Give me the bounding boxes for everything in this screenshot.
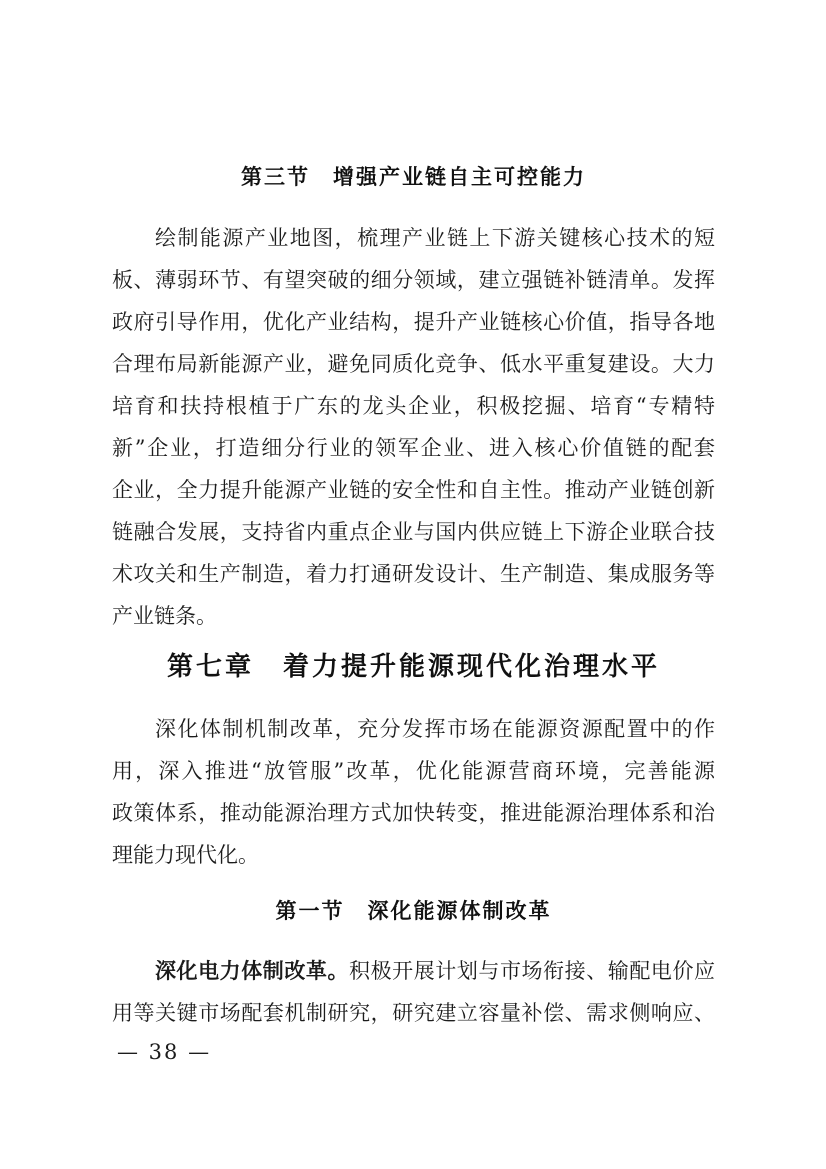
body-text: 用，深入推进“放管服”改革，优化能源营商环境，完善能源 <box>112 759 715 783</box>
paragraph-line <box>112 301 715 343</box>
paragraph-line <box>112 992 715 1034</box>
paragraph-line <box>112 595 715 637</box>
paragraph-line <box>112 259 715 301</box>
body-text: 政策体系，推动能源治理方式加快转变，推进能源治理体系和治 <box>112 801 715 825</box>
paragraph-line <box>112 511 715 553</box>
paragraph-line <box>112 217 715 259</box>
section-heading: 第三节 增强产业链自主可控能力 <box>241 165 586 189</box>
paragraph <box>112 708 715 876</box>
body-text: 合理布局新能源产业，避免同质化竞争、低水平重复建设。大力 <box>112 352 715 376</box>
paragraph-line <box>112 427 715 469</box>
paragraph-line <box>112 469 715 511</box>
paragraph-line <box>112 792 715 834</box>
body-text: 用等关键市场配套机制研究，研究建立容量补偿、需求侧响应、 <box>112 1001 715 1025</box>
page-content <box>112 0 715 1034</box>
body-text: 深化体制机制改革，充分发挥市场在能源资源配置中的作 <box>155 717 715 741</box>
body-text: 新”企业，打造细分行业的领军企业、进入核心价值链的配套 <box>112 436 715 460</box>
chapter-heading: 第七章 着力提升能源现代化治理水平 <box>166 652 660 682</box>
paragraph-line <box>112 834 715 876</box>
paragraph <box>112 950 715 1034</box>
body-text: 积极开展计划与市场衔接、输配电价应 <box>349 959 715 983</box>
body-text: 术攻关和生产制造，着力打通研发设计、生产制造、集成服务等 <box>112 562 715 586</box>
body-text: 企业，全力提升能源产业链的安全性和自主性。推动产业链创新 <box>112 478 715 502</box>
page-number: — 38 — <box>117 1040 212 1064</box>
paragraph-line <box>112 750 715 792</box>
paragraph-line <box>112 385 715 427</box>
body-text: 产业链条。 <box>112 604 217 628</box>
body-text: 理能力现代化。 <box>112 843 259 867</box>
body-text: 政府引导作用，优化产业结构，提升产业链核心价值，指导各地 <box>112 310 715 334</box>
paragraph-line <box>112 553 715 595</box>
body-text: 链融合发展，支持省内重点企业与国内供应链上下游企业联合技 <box>112 520 715 544</box>
bold-lead-text: 深化电力体制改革。 <box>155 959 350 983</box>
body-text: 绘制能源产业地图，梳理产业链上下游关键核心技术的短 <box>155 226 715 250</box>
paragraph-line <box>112 950 715 992</box>
paragraph-line <box>112 343 715 385</box>
paragraph <box>112 217 715 637</box>
section-heading: 第一节 深化能源体制改革 <box>275 899 552 923</box>
body-text: 板、薄弱环节、有望突破的细分领域，建立强链补链清单。发挥 <box>112 268 715 292</box>
paragraph-line <box>112 708 715 750</box>
body-text: 培育和扶持根植于广东的龙头企业，积极挖掘、培育“专精特 <box>112 394 715 418</box>
